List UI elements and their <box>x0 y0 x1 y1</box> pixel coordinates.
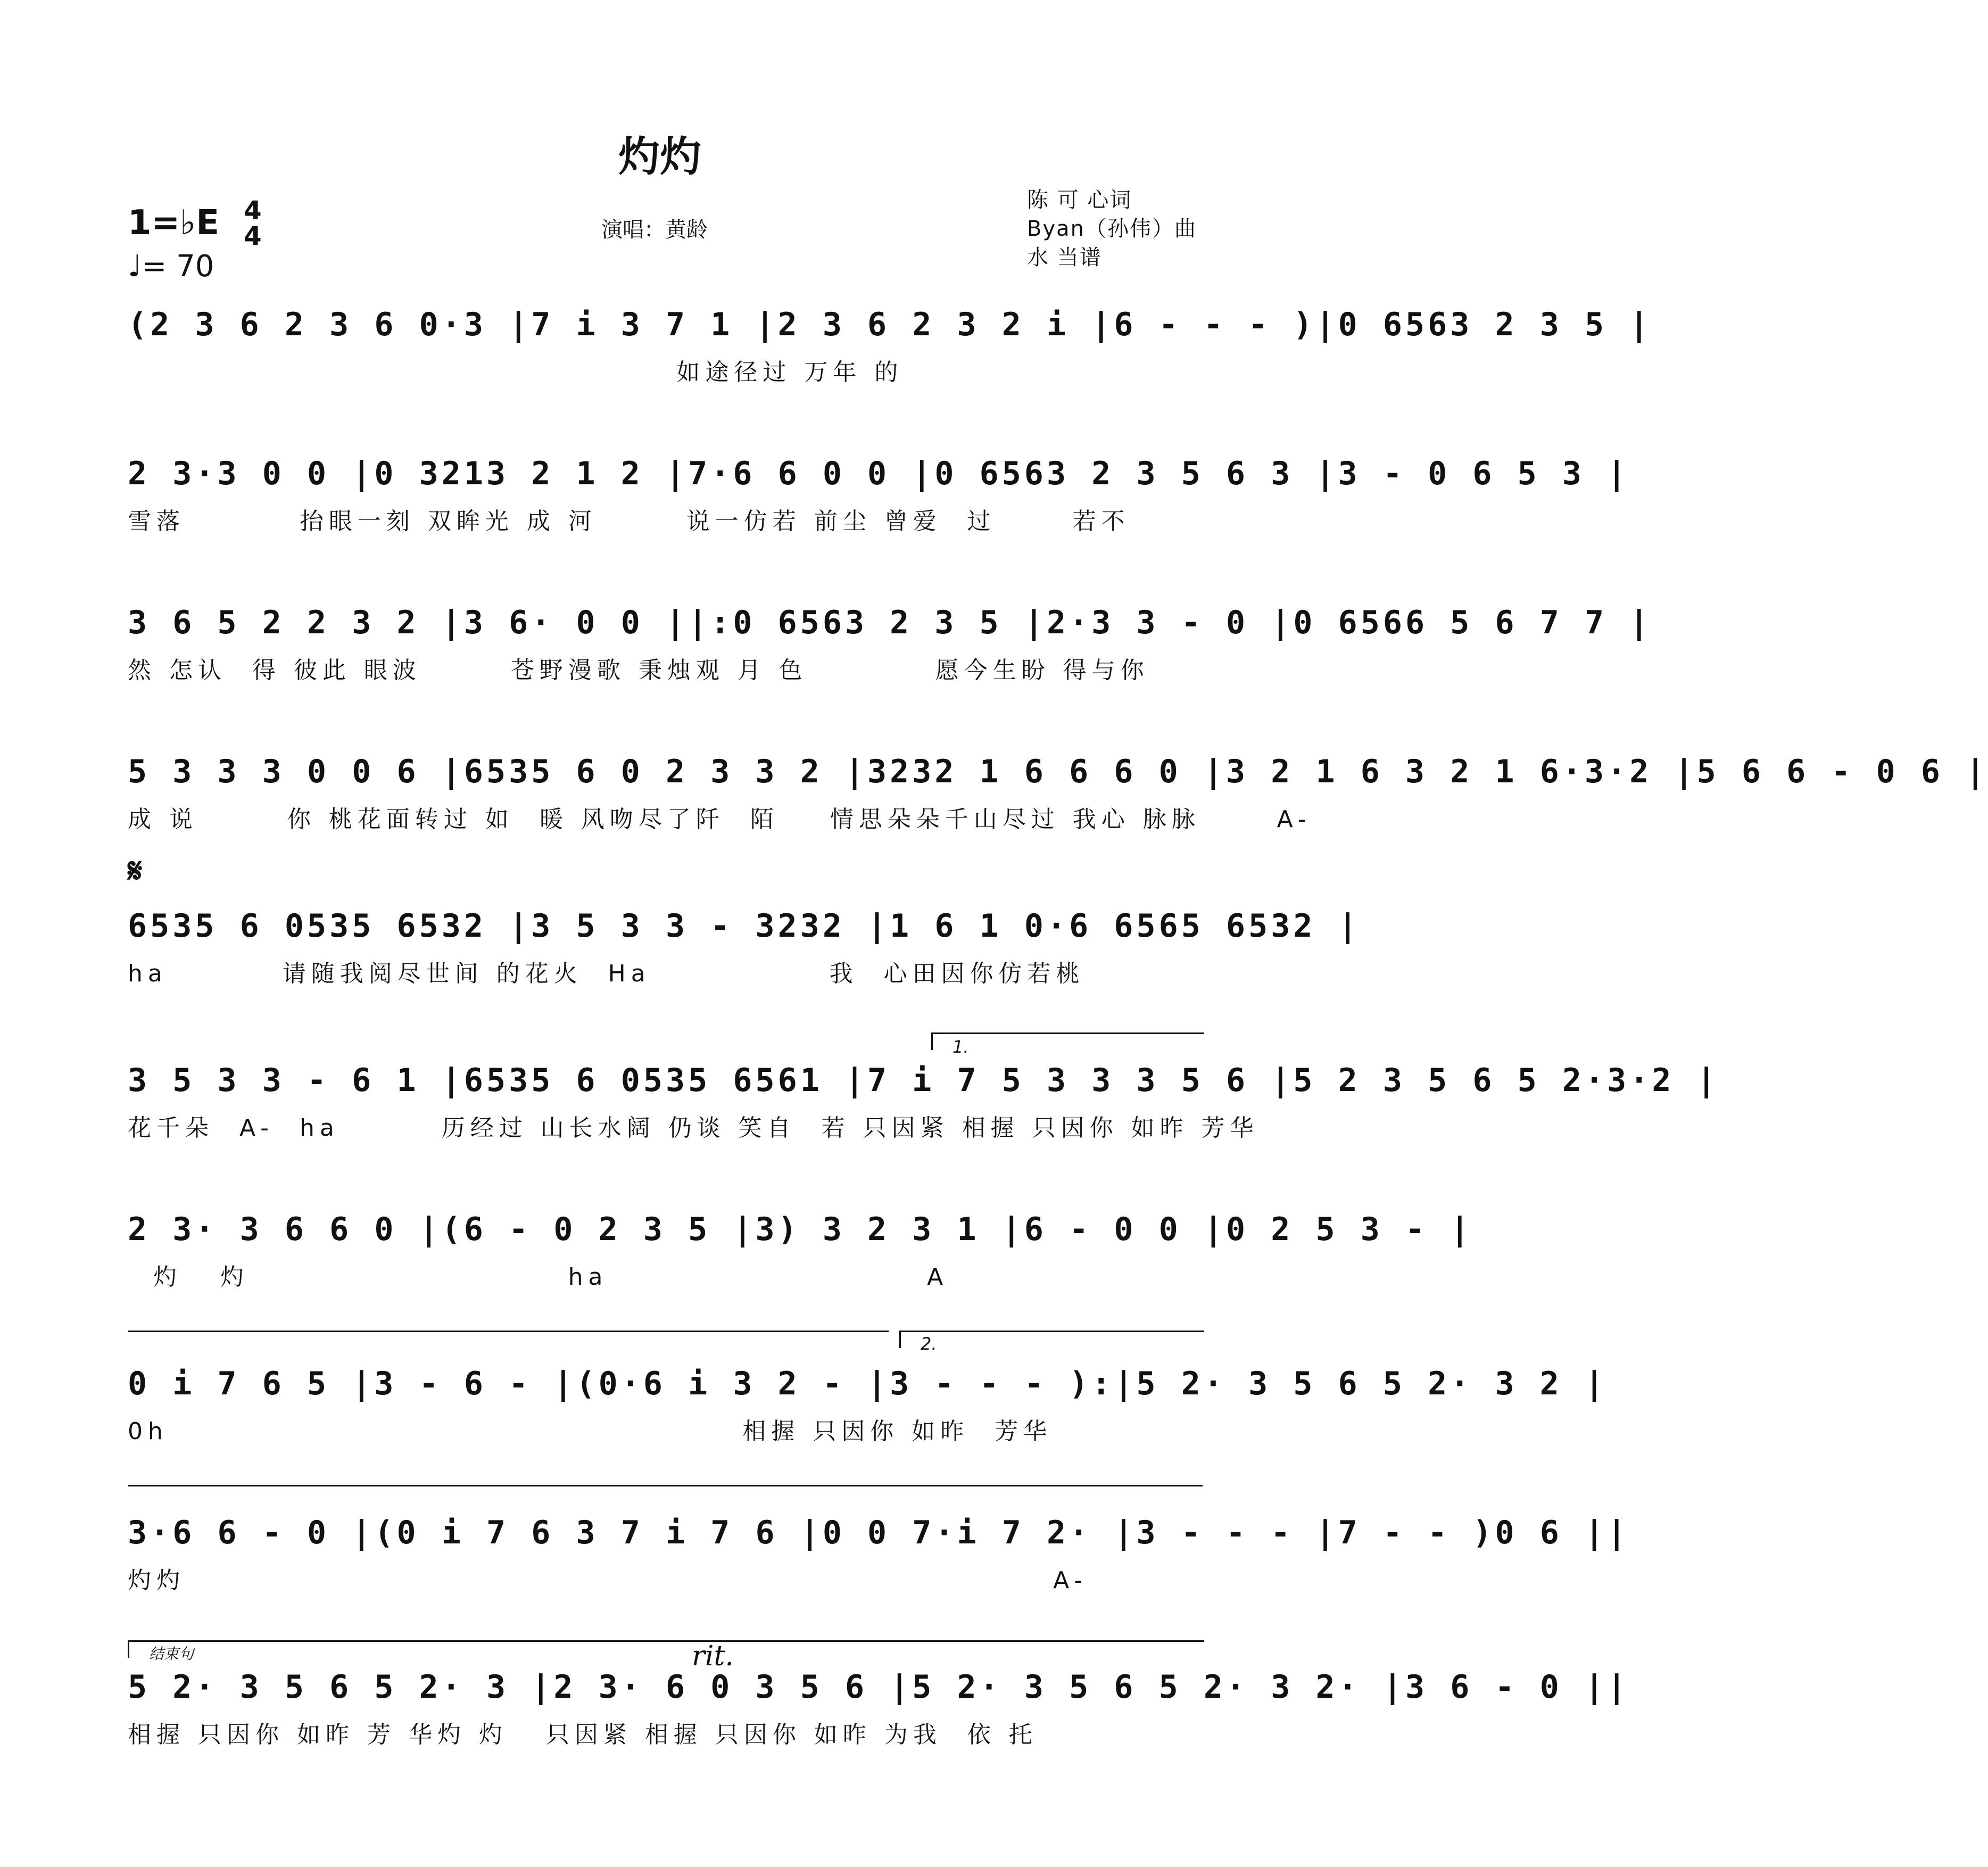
tempo-marking: ♩= 70 <box>128 249 214 284</box>
lyricist-credit: 陈 可 心词 <box>1027 188 1132 212</box>
score-line-6 <box>128 1059 1719 1144</box>
score-line-1 <box>128 303 1652 389</box>
notation: 0 i 7 6 5 |3 - 6 - |(0·6 i 3 2 - |3 - - - ):|5 2· 3 5 6 5 2· 3 2 | <box>128 1365 1608 1402</box>
volta-2-bracket <box>899 1331 1204 1348</box>
notation: (2 3 6 2 3 6 0·3 |7 i 3 7 1 |2 3 6 2 3 2 i |6 - - - )|0 6563 2 3 5 | <box>128 306 1652 343</box>
score-line-5 <box>128 905 1361 990</box>
singer-credit: 演唱：黄龄 <box>601 218 708 242</box>
volta-1-bracket <box>931 1032 1204 1050</box>
time-signature-bottom: 4 <box>244 221 262 251</box>
lyrics: 如途径过 万年 的 <box>128 359 904 386</box>
lyrics: 成 说 你 桃花面转过 如 暖 风吻尽了阡 陌 情思朵朵千山尽过 我心 脉脉 A- <box>128 806 1312 833</box>
time-signature <box>239 198 266 249</box>
score-line-10 <box>128 1666 1630 1751</box>
composer-credit: Byan（孙伟）曲 <box>1027 217 1197 241</box>
key-signature: 1=♭E <box>128 203 220 243</box>
notation: 2 3· 3 6 6 0 |(6 - 0 2 3 5 |3) 3 2 3 1 |6 - 0 0 |0 2 5 3 - | <box>128 1211 1473 1248</box>
volta-1-continuation <box>128 1331 889 1348</box>
score-line-8 <box>128 1362 1608 1448</box>
ritardando-marking: rit. <box>692 1640 734 1672</box>
lyrics: 相握 只因你 如昨 芳 华灼 灼 只因紧 相握 只因你 如昨 为我 依 托 <box>128 1721 1038 1748</box>
song-title: 灼灼 <box>618 133 701 181</box>
volta-2-label: 2. <box>921 1334 937 1354</box>
ending-label: 结束句 <box>149 1645 194 1663</box>
lyrics: 0h 相握 只因你 如昨 芳华 <box>128 1418 1053 1445</box>
notation: 2 3·3 0 0 |0 3213 2 1 2 |7·6 6 0 0 |0 6563 2 3 5 6 3 |3 - 0 6 5 3 | <box>128 455 1630 492</box>
notation: 3 6 5 2 2 3 2 |3 6· 0 0 ||:0 6563 2 3 5 |2·3 3 - 0 |0 6566 5 6 7 7 | <box>128 604 1652 641</box>
notation: 3 5 3 3 - 6 1 |6535 6 0535 6561 |7 i 7 5 3 3 3 5 6 |5 2 3 5 6 5 2·3·2 | <box>128 1062 1719 1099</box>
volta-2-continuation <box>128 1485 1203 1502</box>
volta-1-label: 1. <box>952 1037 969 1057</box>
time-signature-top: 4 <box>244 196 262 226</box>
transcriber-credit: 水 当谱 <box>1027 245 1102 270</box>
lyrics: 然 怎认 得 彼此 眼波 苍野漫歌 秉烛观 月 色 愿今生盼 得与你 <box>128 657 1149 684</box>
notation: 5 3 3 3 0 0 6 |6535 6 0 2 3 3 2 |3232 1 6 6 6 0 |3 2 1 6 3 2 1 6·3·2 |5 6 6 - 0 6 | <box>128 753 1988 790</box>
lyrics: 雪落 抬眼一刻 双眸光 成 河 说一仿若 前尘 曾爱 过 若不 <box>128 508 1130 535</box>
score-line-9 <box>128 1511 1630 1597</box>
lyrics: 灼 灼 ha A <box>128 1263 949 1291</box>
score-line-4 <box>128 750 1988 836</box>
notation: 3·6 6 - 0 |(0 i 7 6 3 7 i 7 6 |0 0 7·i 7 2· |3 - - - |7 - - )0 6 || <box>128 1514 1630 1551</box>
lyrics: ha 请随我阅尽世间 的花火 Ha 我 心田因你仿若桃 <box>128 960 1085 987</box>
segno-sign: 𝄋 <box>128 852 143 891</box>
score-line-3 <box>128 601 1652 687</box>
notation: 5 2· 3 5 6 5 2· 3 |2 3· 6 0 3 5 6 |5 2· 3 5 6 5 2· 3 2· |3 6 - 0 || <box>128 1668 1630 1706</box>
score-line-7 <box>128 1208 1473 1293</box>
lyrics: 花千朵 A- ha 历经过 山长水阔 仍谈 笑自 若 只因紧 相握 只因你 如昨 芳华 <box>128 1114 1259 1142</box>
score-line-2 <box>128 452 1630 538</box>
lyrics: 灼灼 A- <box>128 1567 1088 1594</box>
ending-bracket <box>128 1640 1204 1658</box>
notation: 6535 6 0535 6532 |3 5 3 3 - 3232 |1 6 1 0·6 6565 6532 | <box>128 907 1361 945</box>
